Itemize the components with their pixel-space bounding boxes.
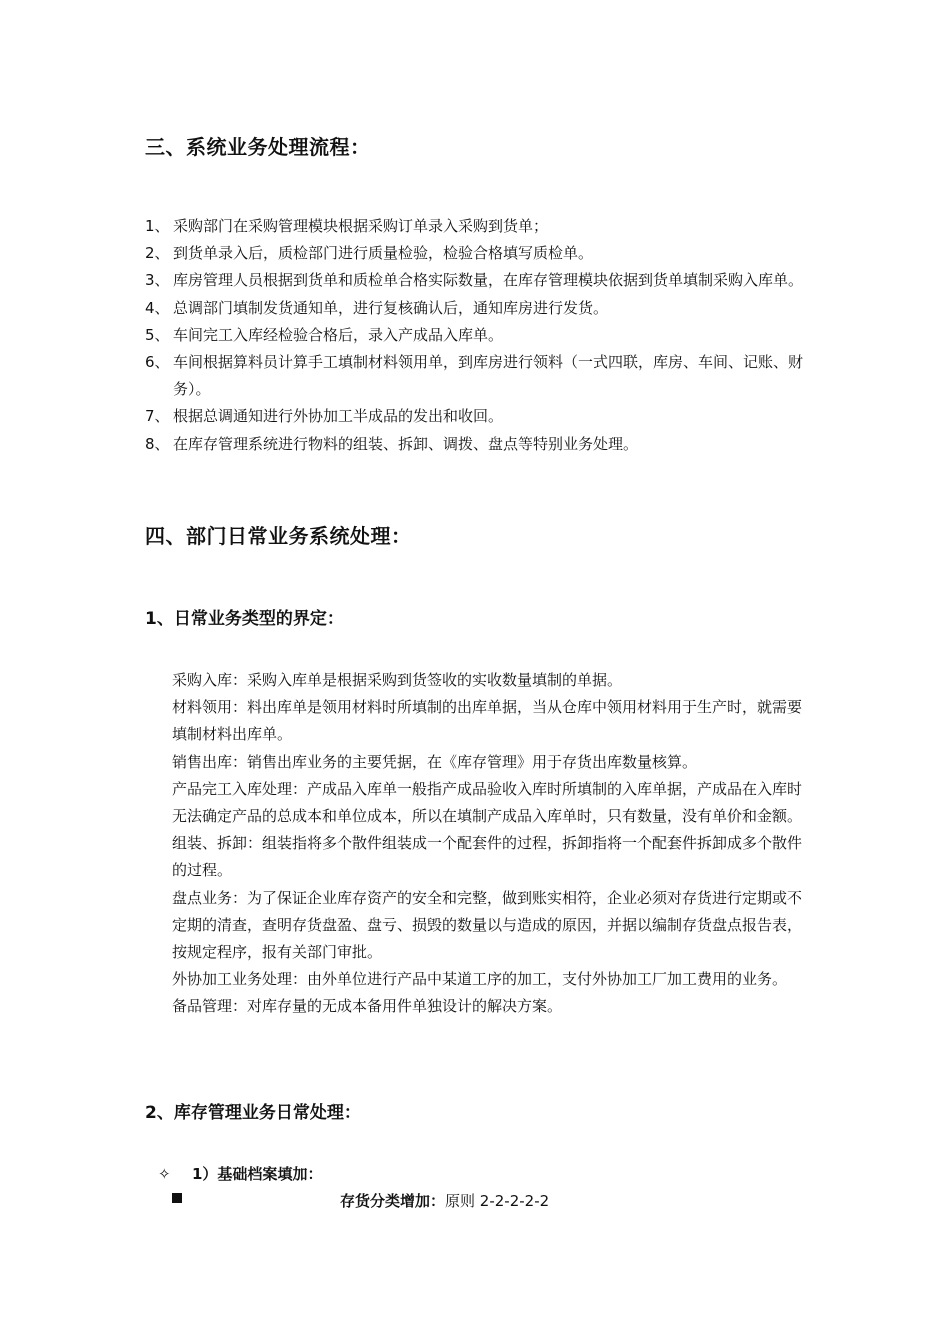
- process-step-number: 5、: [145, 325, 170, 344]
- step-basic-archive: [158, 1163, 322, 1184]
- definition-paragraph: 盘点业务：为了保证企业库存资产的安全和完整，做到账实相符，企业必须对存货进行定期或不定期的清查，查明存货盘盈、盘亏、损毁的数量以与造成的原因，并据以编制存货盘点报告表，按规定程序，报有关部门审批。: [172, 888, 803, 962]
- process-step-text: 库房管理人员根据到货单和质检单合格实际数量，在库存管理模块依据到货单填制采购入库单。: [173, 271, 804, 290]
- definition-paragraph: 销售出库：销售出库业务的主要凭据，在《库存管理》用于存货出库数量核算。: [172, 752, 698, 771]
- process-step-number: 2、: [145, 244, 170, 263]
- diamond-bullet-icon: ✧: [158, 1165, 171, 1183]
- definition-paragraph: 产品完工入库处理：产成品入库单一般指产成品验收入库时所填制的入库单据，产成品在入库时无法确定产品的总成本和单位成本，所以在填制产成品入库单时，只有数量，没有单价和金额。: [172, 779, 803, 826]
- inventory-category-label: 存货分类增加：: [340, 1192, 446, 1210]
- process-step-number: 7、: [145, 407, 170, 426]
- process-step-5: [145, 322, 825, 349]
- process-step-7: [145, 403, 825, 430]
- process-step-1: [145, 213, 825, 240]
- section-4-heading: 四、部门日常业务系统处理：: [145, 524, 412, 548]
- process-step-text: 到货单录入后，质检部门进行质量检验，检验合格填写质检单。: [173, 244, 594, 263]
- process-step-3: [145, 267, 825, 294]
- square-bullet-icon: [172, 1193, 182, 1203]
- inventory-category-item: [340, 1190, 549, 1211]
- process-step-text: 根据总调通知进行外协加工半成品的发出和收回。: [173, 407, 504, 426]
- process-step-text: 车间根据算料员计算手工填制材料领用单，到库房进行领料（一式四联，库房、车间、记账、财务）。: [173, 353, 804, 399]
- process-step-text: 在库存管理系统进行物料的组装、拆卸、调拨、盘点等特别业务处理。: [173, 434, 639, 453]
- process-step-6: [145, 349, 825, 403]
- subsection-1-heading: 1、日常业务类型的界定：: [145, 609, 344, 629]
- process-step-number: 6、: [145, 353, 170, 372]
- process-step-4: [145, 295, 825, 322]
- process-step-2: [145, 240, 825, 267]
- inventory-category-bullet: [172, 1190, 550, 1210]
- process-step-number: 3、: [145, 271, 170, 290]
- definition-paragraph: 采购入库：采购入库单是根据采购到货签收的实收数量填制的单据。: [172, 671, 623, 689]
- inventory-category-rule: 原则 2-2-2-2-2: [445, 1192, 550, 1210]
- definition-paragraph: 组装、拆卸：组装指将多个散件组装成一个配套件的过程，拆卸指将一个配套件拆卸成多个散件的过程。: [172, 834, 803, 880]
- process-step-text: 车间完工入库经检验合格后，录入产成品入库单。: [173, 325, 504, 344]
- process-step-number: 8、: [145, 434, 170, 453]
- process-step-8: [145, 431, 825, 458]
- process-step-text: 总调部门填制发货通知单，进行复核确认后，通知库房进行发货。: [173, 298, 609, 317]
- section-3-heading: 三、系统业务处理流程：: [145, 135, 371, 159]
- process-step-text: 采购部门在采购管理模块根据采购订单录入采购到货单；: [173, 217, 549, 235]
- process-step-number: 1、: [145, 217, 170, 235]
- process-step-number: 4、: [145, 298, 170, 317]
- definition-paragraph: 外协加工业务处理：由外单位进行产品中某道工序的加工，支付外协加工厂加工费用的业务。: [172, 970, 788, 989]
- definition-paragraph: 材料领用：料出库单是领用材料时所填制的出库单据，当从仓库中领用材料用于生产时，就需要填制材料出库单。: [172, 698, 803, 744]
- process-flow-list: [145, 213, 825, 458]
- subsection-2-heading: 2、库存管理业务日常处理：: [145, 1103, 361, 1123]
- definition-paragraph: 备品管理：对库存量的无成本备用件单独设计的解决方案。: [172, 997, 563, 1016]
- step-label: 1）基础档案填加：: [192, 1165, 323, 1183]
- business-type-definitions: [172, 667, 812, 1021]
